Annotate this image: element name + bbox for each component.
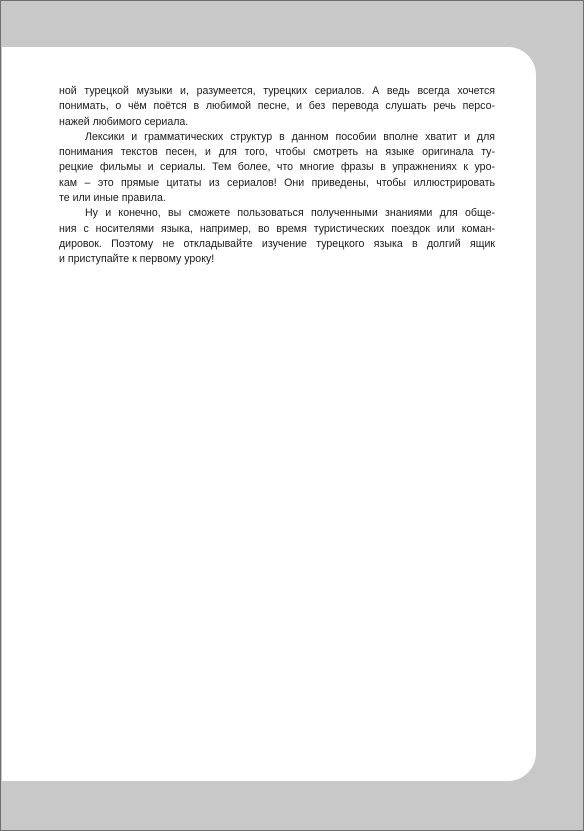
text-line: Лексики и грамматических структур в данном пособии вполне хватит и для	[85, 130, 495, 143]
text-line: ния с носителями языка, например, во время туристических поездок или коман-	[59, 222, 495, 235]
text-line: дировок. Поэтому не откладывайте изучение турецкого языка в долгий ящик	[59, 237, 495, 250]
body-text	[59, 84, 495, 268]
paragraph-1	[59, 84, 495, 130]
text-line: понимания текстов песен, и для того, чтобы смотреть на языке оригинала ту-	[59, 146, 495, 159]
text-line: кам – это прямые цитаты из сериалов! Они приведены, чтобы иллюстрировать	[59, 176, 495, 189]
text-line: Ну и конечно, вы сможете пользоваться полученными знаниями для обще-	[85, 207, 495, 220]
text-line: рецкие фильмы и сериалы. Тем более, что многие фразы в упражнениях к уро-	[59, 161, 495, 174]
text-line: ной турецкой музыки и, разумеется, турецких сериалов. А ведь всегда хочется	[59, 85, 495, 97]
paragraph-3	[59, 206, 495, 267]
text-line: те или иные правила.	[59, 192, 166, 205]
text-line: понимать, о чём поётся в любимой песне, и без перевода слушать речь персо-	[59, 100, 495, 113]
paragraph-2	[59, 130, 495, 206]
text-line: нажей любимого сериала.	[59, 115, 189, 128]
text-line: и приступайте к первому уроку!	[59, 253, 215, 266]
